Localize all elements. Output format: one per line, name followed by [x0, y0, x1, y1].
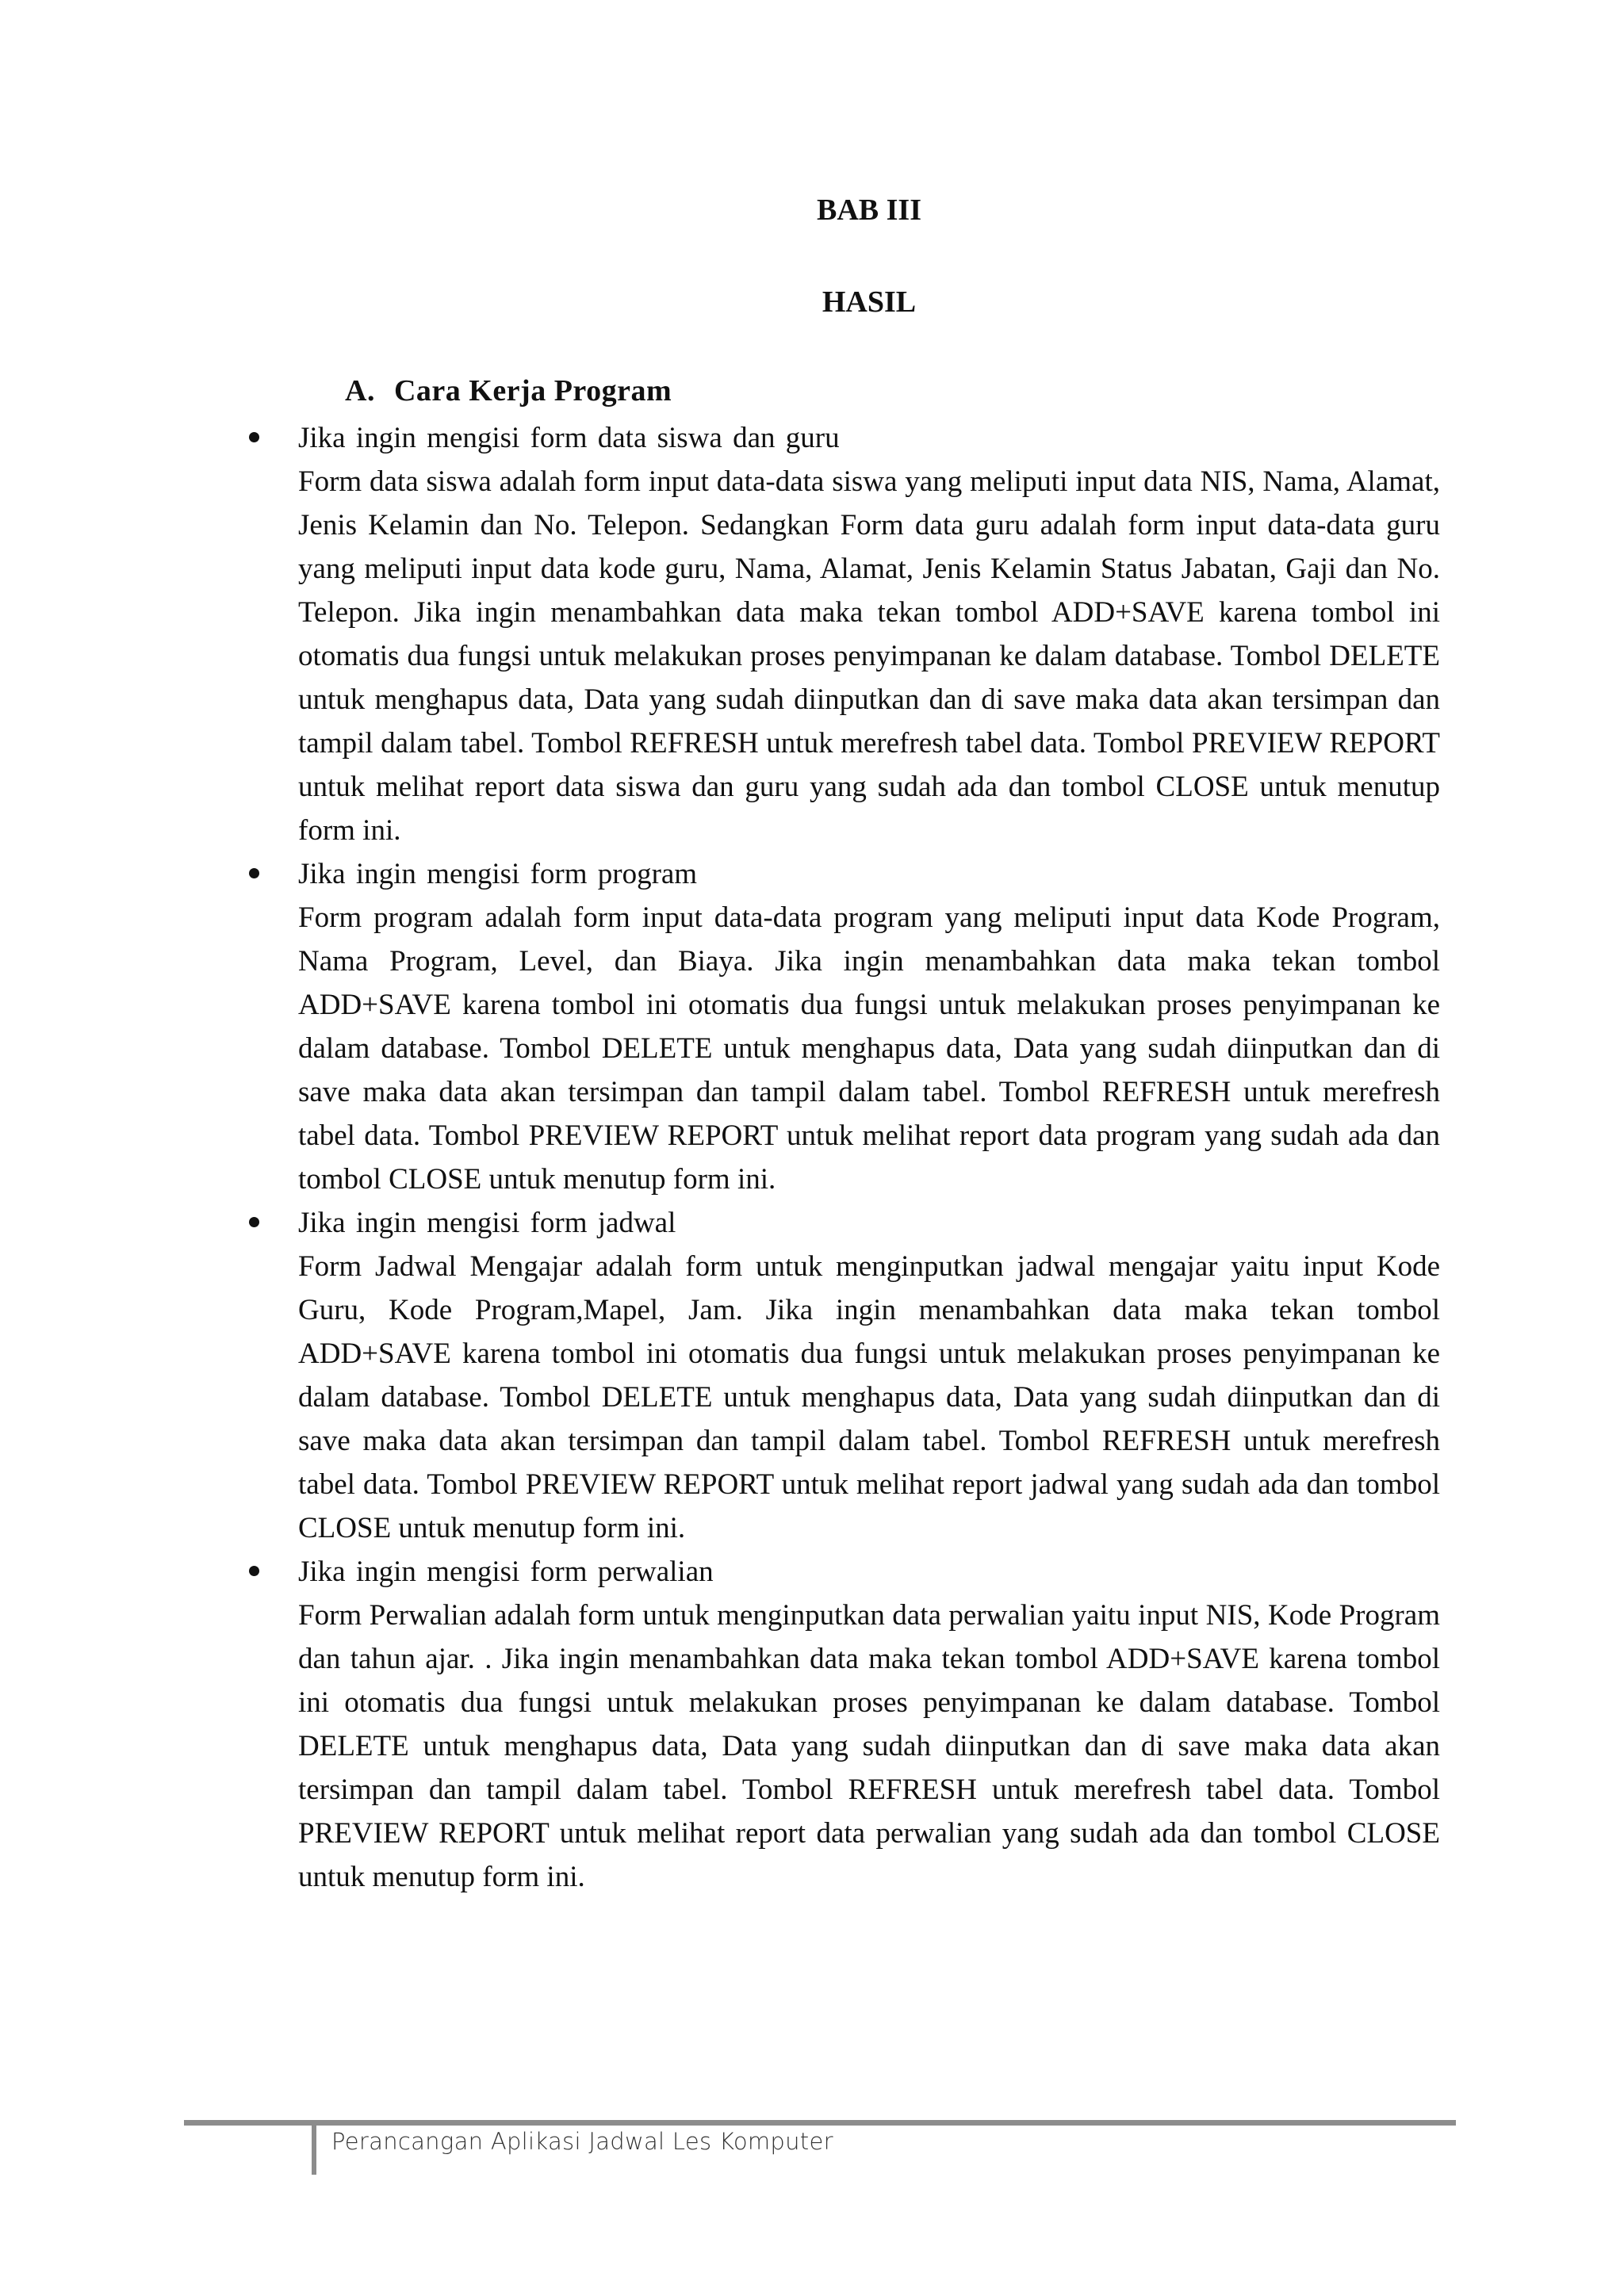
list-item-body: Form Jadwal Mengajar adalah form untuk menginputkan jadwal mengajar yaitu input Kode Guru, Kode Program,Mapel, Jam. Jika ingin menambahkan data maka tekan tombol ADD+SAVE karena tombol ini otomatis dua fungsi untuk melakukan proses penyimpanan ke dalam database. Tombol DELETE untuk menghapus data, Data yang sudah diinputkan dan di save maka data akan tersimpan dan tampil dalam tabel. Tombol REFRESH untuk merefresh tabel data. Tombol PREVIEW REPORT untuk melihat report jadwal yang sudah ada dan tombol CLOSE untuk menutup form ini. — [298, 1250, 1440, 1544]
list-item — [0, 1201, 1440, 1550]
bullet-icon — [249, 868, 259, 878]
section-letter: A. — [345, 374, 375, 408]
bullet-icon — [249, 1217, 259, 1227]
list-item — [0, 416, 1440, 852]
chapter-label: BAB III — [817, 193, 921, 227]
bullet-icon — [249, 432, 259, 442]
list-item-body: Form program adalah form input data-data program yang meliputi input data Kode Program, Nama Program, Level, dan Biaya. Jika ingin menambahkan data maka tekan tombol ADD+SAVE karena tombol ini otomatis dua fungsi untuk melakukan proses penyimpanan ke dalam database. Tombol DELETE untuk menghapus data, Data yang sudah diinputkan dan di save maka data akan tersimpan dan tampil dalam tabel. Tombol REFRESH untuk merefresh tabel data. Tombol PREVIEW REPORT untuk melihat report data program yang sudah ada dan tombol CLOSE untuk menutup form ini. — [298, 901, 1440, 1196]
list-item-body: Form data siswa adalah form input data-data siswa yang meliputi input data NIS, Nama, Alamat, Jenis Kelamin dan No. Telepon. Sedangkan Form data guru adalah form input data-data guru yang meliputi input data kode guru, Nama, Alamat, Jenis Kelamin Status Jabatan, Gaji dan No. Telepon. Jika ingin menambahkan data maka tekan tombol ADD+SAVE karena tombol ini otomatis dua fungsi untuk melakukan proses penyimpanan ke dalam database. Tombol DELETE untuk menghapus data, Data yang sudah diinputkan dan di save maka data akan tersimpan dan tampil dalam tabel. Tombol REFRESH untuk merefresh tabel data. Tombol PREVIEW REPORT untuk melihat report data siswa dan guru yang sudah ada dan tombol CLOSE untuk menutup form ini. — [298, 465, 1440, 847]
list-item-title: Jika ingin mengisi form perwalian — [298, 1556, 714, 1588]
footer-rule — [184, 2120, 1456, 2126]
chapter-title: HASIL — [822, 285, 917, 319]
footer-text: Perancangan Aplikasi Jadwal Les Komputer — [331, 2128, 833, 2155]
section-title: Cara Kerja Program — [393, 374, 672, 408]
list-item — [0, 1550, 1440, 1899]
list-item-body: Form Perwalian adalah form untuk menginputkan data perwalian yaitu input NIS, Kode Program dan tahun ajar. . Jika ingin menambahkan data maka tekan tombol ADD+SAVE karena tombol ini otomatis dua fungsi untuk melakukan proses penyimpanan ke dalam database. Tombol DELETE untuk menghapus data, Data yang sudah diinputkan dan di save maka data akan tersimpan dan tampil dalam tabel. Tombol REFRESH untuk merefresh tabel data. Tombol PREVIEW REPORT untuk melihat report data perwalian yang sudah ada dan tombol CLOSE untuk menutup form ini. — [298, 1599, 1440, 1893]
list-item — [0, 852, 1440, 1201]
list-item-title: Jika ingin mengisi form program — [298, 858, 698, 890]
section-heading — [345, 376, 672, 406]
list-item-title: Jika ingin mengisi form jadwal — [298, 1207, 676, 1239]
footer-bar — [312, 2126, 316, 2175]
bullet-list — [0, 416, 1624, 1899]
list-item-title: Jika ingin mengisi form data siswa dan guru — [298, 422, 840, 454]
bullet-icon — [249, 1566, 259, 1576]
